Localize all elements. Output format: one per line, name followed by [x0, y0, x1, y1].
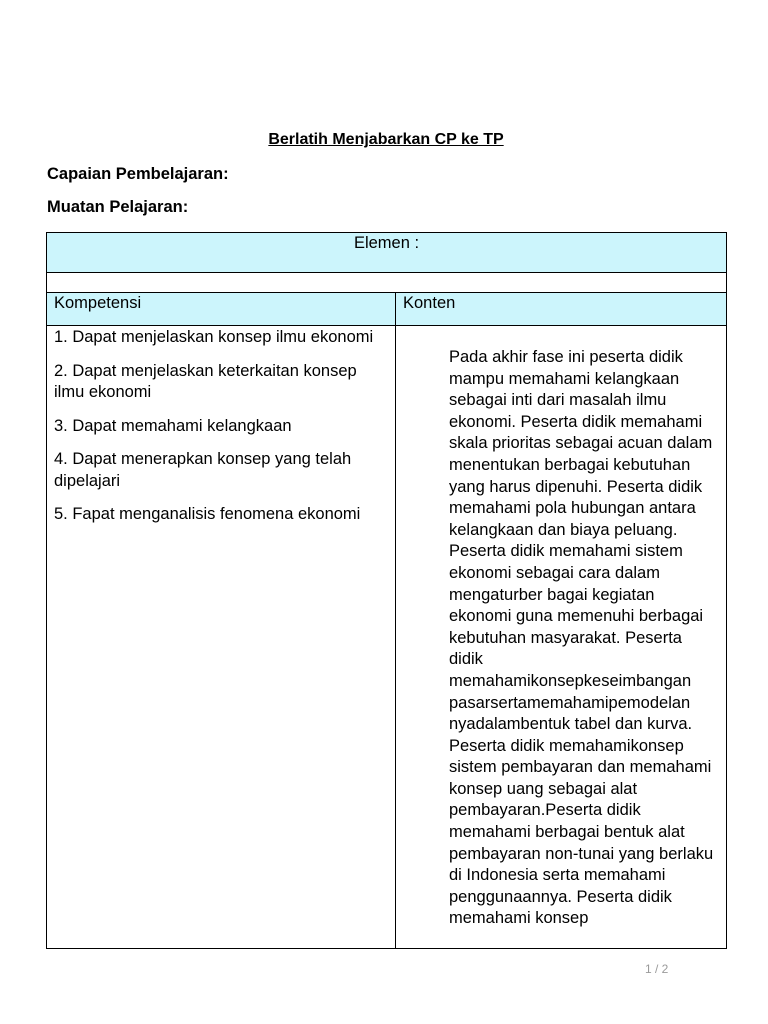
kompetensi-header-cell	[47, 293, 396, 326]
kompetensi-header: Kompetensi	[54, 294, 142, 312]
muatan-pelajaran-label: Muatan Pelajaran:	[47, 198, 189, 216]
konten-paragraph: Pada akhir fase ini peserta didik mampu memahami kelangkaan sebagai inti dari masalah ilmu ekonomi. Peserta didik memahami skala prioritas sebagai acuan dalam menentukan berbagai kebutuhan yang harus dipenuhi. Peserta didik memahami pola hubungan antara kelangkaan dan biaya peluang. Peserta didik memahami sistem ekonomi sebagai cara dalam mengaturber bagai kegiatan ekonomi guna memenuhi berbagai kebutuhan masyarakat. Peserta didik memahamikonsepkeseimbangan pasarsertamemahamipemodelan nyadalambentuk tabel dan kurva. Peserta didik memahamikonsep sistem pembayaran dan memahami konsep uang sebagai alat pembayaran.Peserta didik memahami berbagai bentuk alat pembayaran non-tunai yang berlaku di Indonesia serta memahami penggunaannya. Peserta didik memahami konsep	[449, 348, 714, 928]
elemen-label: Elemen :	[353, 234, 420, 252]
capaian-pembelajaran-label: Capaian Pembelajaran:	[47, 165, 229, 183]
konten-header: Konten	[403, 294, 456, 312]
blank-cell	[47, 273, 727, 293]
header-row	[47, 293, 727, 326]
kompetensi-list	[47, 326, 395, 526]
kompetensi-cell	[47, 326, 396, 949]
content-row	[47, 326, 727, 949]
cp-tp-table	[46, 232, 727, 949]
elemen-cell	[47, 233, 727, 273]
kompetensi-item: 1. Dapat menjelaskan konsep ilmu ekonomi	[54, 328, 374, 346]
kompetensi-item: 3. Dapat memahami kelangkaan	[54, 416, 292, 435]
kompetensi-item: 2. Dapat menjelaskan keterkaitan konsep ilmu ekonomi	[54, 361, 357, 401]
document-title: Berlatih Menjabarkan CP ke TP	[268, 131, 504, 148]
konten-header-cell	[396, 293, 727, 326]
elemen-row	[47, 233, 727, 273]
kompetensi-item: 4. Dapat menerapkan konsep yang telah dipelajari	[54, 450, 352, 490]
kompetensi-item: 5. Fapat menganalisis fenomena ekonomi	[54, 505, 361, 523]
blank-row	[47, 273, 727, 293]
page-indicator: 1 / 2	[645, 962, 669, 976]
konten-cell	[396, 326, 727, 949]
